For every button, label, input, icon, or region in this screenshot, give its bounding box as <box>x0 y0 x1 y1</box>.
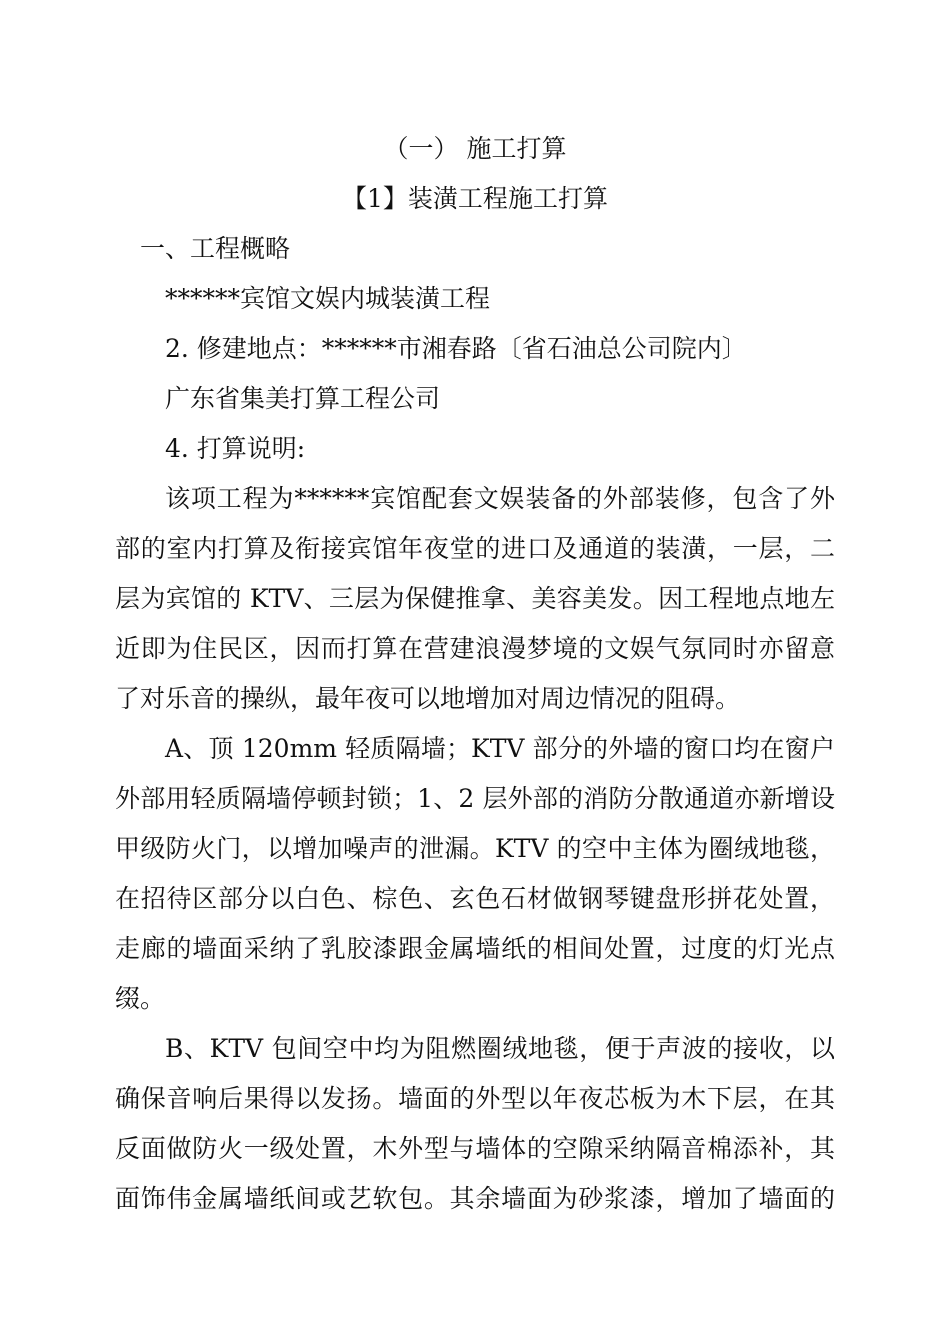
paragraph-a-line: 缀。 <box>115 984 166 1013</box>
heading-construction-plan: （一） 施工打算 <box>383 134 567 163</box>
item-company: 广东省集美打算工程公司 <box>165 384 441 413</box>
item-location: 2. 修建地点：******市湘春路〔省石油总公司院内〕 <box>165 334 747 363</box>
paragraph-intro-line: 该项工程为******宾馆配套文娱装备的外部装修，包含了外 <box>165 484 835 513</box>
paragraph-intro-line: 了对乐音的操纵，最年夜可以地增加对周边情况的阻碍。 <box>115 684 741 713</box>
paragraph-intro-line: 近即为住民区，因而打算在营建浪漫梦境的文娱气氛同时亦留意 <box>115 634 835 663</box>
paragraph-a-line: 走廊的墙面采纳了乳胶漆跟金属墙纸的相间处置，过度的灯光点 <box>115 934 835 963</box>
paragraph-b-line: 面饰伟金属墙纸间或艺软包。其余墙面为砂浆漆，增加了墙面的 <box>115 1184 835 1213</box>
paragraph-a-line: 在招待区部分以白色、棕色、玄色石材做钢琴键盘形拼花处置， <box>115 884 835 913</box>
paragraph-intro-line: 层为宾馆的 KTV、三层为保健推拿、美容美发。因工程地点地左 <box>115 584 835 613</box>
paragraph-a-line: 甲级防火门，以增加噪声的泄漏。KTV 的空中主体为圈绒地毯， <box>115 834 835 863</box>
paragraph-intro-line: 部的室内打算及衔接宾馆年夜堂的进口及通道的装潢，一层，二 <box>115 534 835 563</box>
paragraph-b-line: B、KTV 包间空中均为阻燃圈绒地毯，便于声波的接收，以 <box>165 1034 835 1063</box>
item-plan-description: 4. 打算说明: <box>165 434 306 463</box>
item-project-name: ******宾馆文娱内城装潢工程 <box>165 284 491 313</box>
paragraph-b-line: 反面做防火一级处置，木外型与墙体的空隙采纳隔音棉添补，其 <box>115 1134 835 1163</box>
section-title-overview: 一、工程概略 <box>140 234 291 263</box>
paragraph-a-line: 外部用轻质隔墙停顿封锁；1、2 层外部的消防分散通道亦新增设 <box>115 784 835 813</box>
paragraph-a-line: A、顶 120mm 轻质隔墙；KTV 部分的外墙的窗口均在窗户 <box>165 734 835 763</box>
paragraph-b-line: 确保音响后果得以发扬。墙面的外型以年夜芯板为木下层，在其 <box>115 1084 835 1113</box>
heading-decoration-plan: 【1】装潢工程施工打算 <box>342 184 608 213</box>
